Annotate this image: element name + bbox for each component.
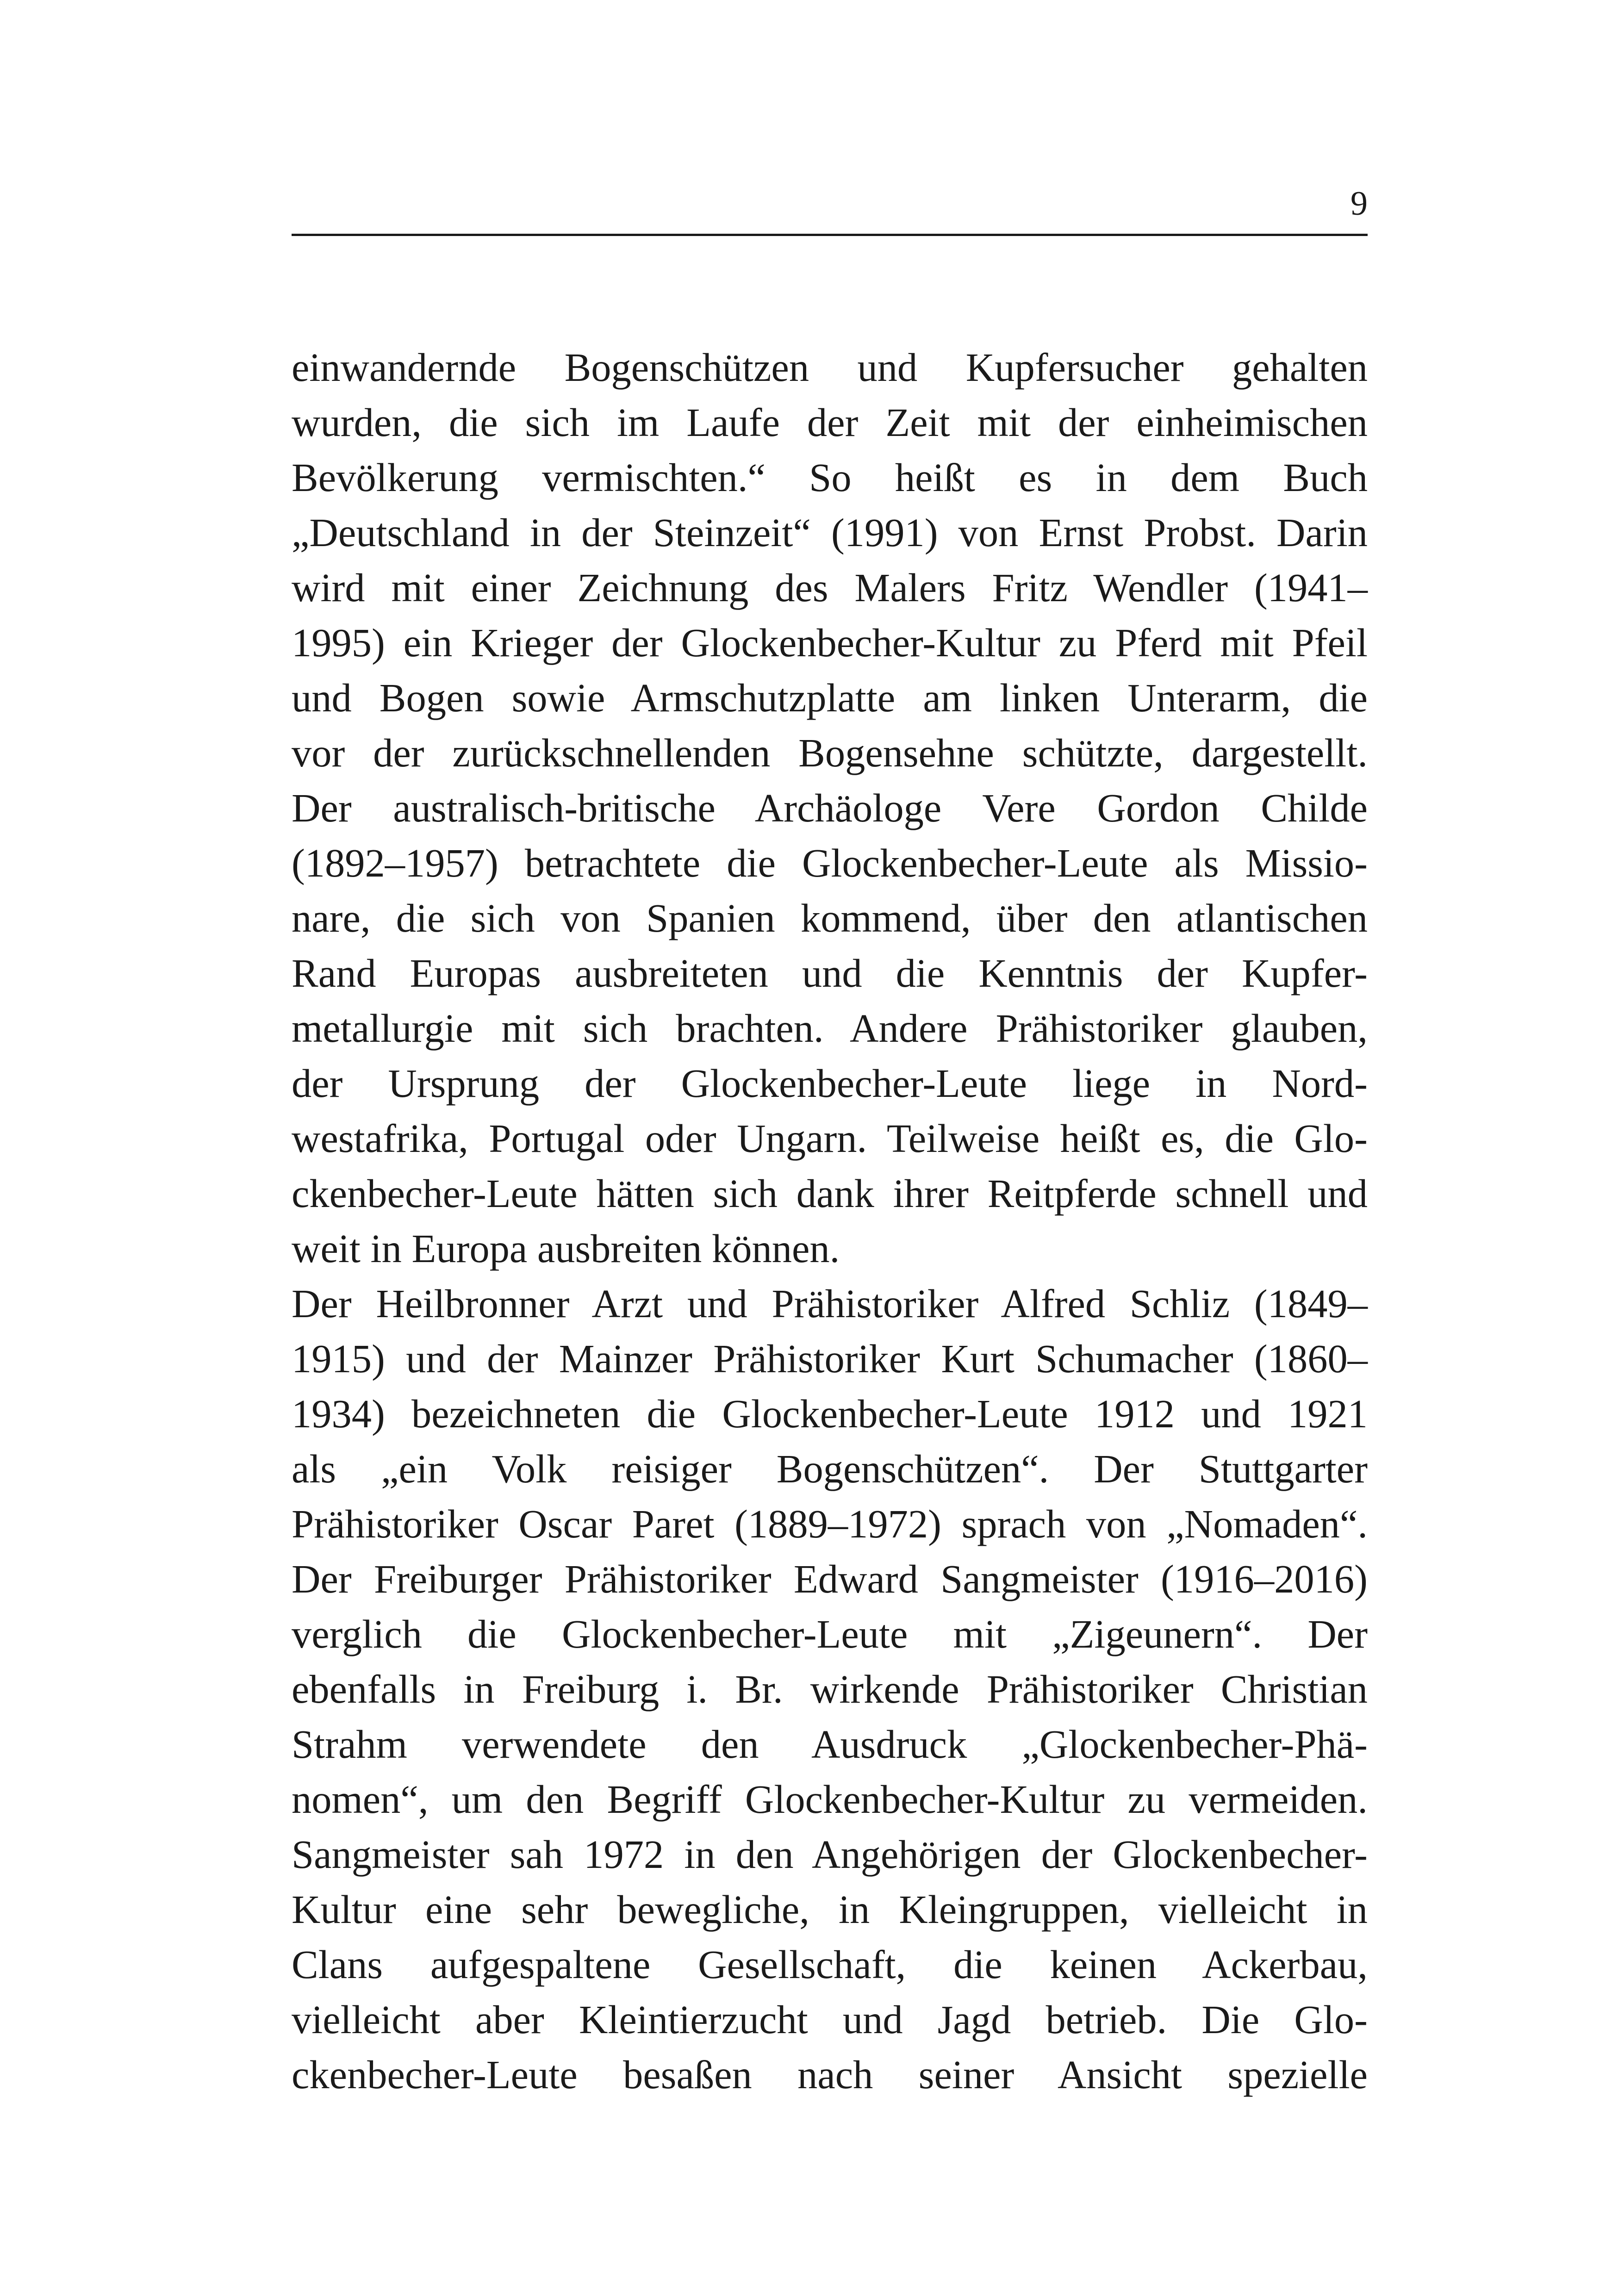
text-line: ckenbecher-Leute hätten sich dank ihrer Reitpferde schnell und: [292, 1171, 1368, 1216]
text-line: Der Heilbronner Arzt und Prähistoriker Alfred Schliz (1849–: [292, 1282, 1368, 1326]
text-line: Bevölkerung vermischten.“ So heißt es in dem Buch: [292, 455, 1368, 500]
text-line: Prähistoriker Oscar Paret (1889–1972) sprach von „Nomaden“.: [292, 1502, 1368, 1546]
text-line: metallurgie mit sich brachten. Andere Prähistoriker glauben,: [292, 1006, 1368, 1051]
text-line: ckenbecher-Leute besaßen nach seiner Ansicht spezielle: [292, 2053, 1368, 2097]
text-line: verglich die Glockenbecher-Leute mit „Zigeunern“. Der: [292, 1612, 1368, 1656]
text-line: der Ursprung der Glockenbecher-Leute liege in Nord-: [292, 1061, 1368, 1106]
text-line: als „ein Volk reisiger Bogenschützen“. Der Stuttgarter: [292, 1447, 1368, 1491]
text-line: „Deutschland in der Steinzeit“ (1991) von Ernst Probst. Darin: [292, 510, 1368, 555]
text-line: westafrika, Portugal oder Ungarn. Teilweise heißt es, die Glo-: [292, 1116, 1368, 1161]
text-line: ebenfalls in Freiburg i. Br. wirkende Prähistoriker Christian: [292, 1667, 1368, 1711]
text-line: Der Freiburger Prähistoriker Edward Sangmeister (1916–2016): [292, 1557, 1368, 1601]
page-number: 9: [1350, 185, 1368, 223]
text-line: wird mit einer Zeichnung des Malers Fritz Wendler (1941–: [292, 566, 1368, 610]
text-line: vor der zurückschnellenden Bogensehne schützte, dargestellt.: [292, 731, 1368, 775]
text-line: 1934) bezeichneten die Glockenbecher-Leute 1912 und 1921: [292, 1392, 1368, 1436]
text-line: Kultur eine sehr bewegliche, in Kleingruppen, vielleicht in: [292, 1887, 1368, 1932]
text-line: und Bogen sowie Armschutzplatte am linken Unterarm, die: [292, 676, 1368, 720]
text-line: einwandernde Bogenschützen und Kupfersucher gehalten: [292, 345, 1368, 390]
text-line: (1892–1957) betrachtete die Glockenbecher-Leute als Missio-: [292, 841, 1368, 885]
text-line: 1915) und der Mainzer Prähistoriker Kurt Schumacher (1860–: [292, 1337, 1368, 1381]
text-line: Strahm verwendete den Ausdruck „Glockenbecher-Phä-: [292, 1722, 1368, 1767]
text-line: vielleicht aber Kleintierzucht und Jagd betrieb. Die Glo-: [292, 1997, 1368, 2042]
text-line: wurden, die sich im Laufe der Zeit mit der einheimischen: [292, 400, 1368, 445]
text-line: 1995) ein Krieger der Glockenbecher-Kultur zu Pferd mit Pfeil: [292, 621, 1368, 665]
text-line: Sangmeister sah 1972 in den Angehörigen der Glockenbecher-: [292, 1832, 1368, 1877]
text-line: nare, die sich von Spanien kommend, über den atlantischen: [292, 896, 1368, 940]
text-line: nomen“, um den Begriff Glockenbecher-Kultur zu vermeiden.: [292, 1777, 1368, 1822]
text-line: Clans aufgespaltene Gesellschaft, die keinen Ackerbau,: [292, 1942, 1368, 1987]
text-line: Der australisch-britische Archäologe Vere Gordon Childe: [292, 786, 1368, 830]
text-line: weit in Europa ausbreiten können.: [292, 1226, 840, 1271]
running-header: [292, 183, 1368, 236]
body-text: [292, 340, 1368, 2103]
text-line: Rand Europas ausbreiteten und die Kenntnis der Kupfer-: [292, 951, 1368, 996]
